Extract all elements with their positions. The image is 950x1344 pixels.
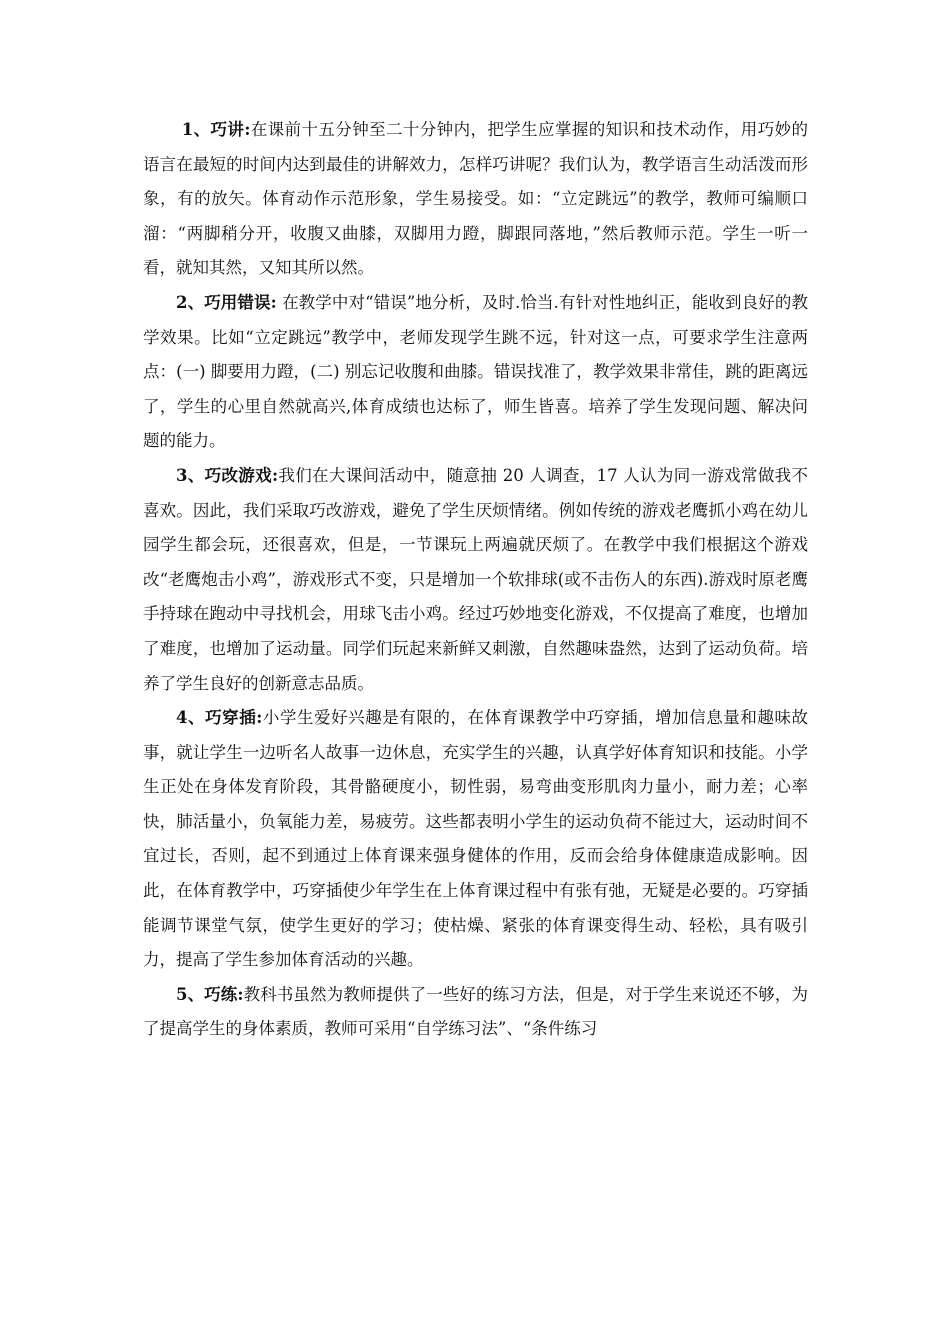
paragraph-heading: 5、巧练: [176, 984, 244, 1004]
paragraph-heading: 2、巧用错误: [176, 292, 277, 312]
paragraph-heading: 3、巧改游戏: [176, 465, 279, 485]
paragraph-4 [143, 701, 808, 978]
paragraph-heading: 4、巧穿插: [176, 708, 263, 728]
document-page [143, 113, 808, 1047]
paragraph-2 [143, 286, 808, 459]
paragraph-1 [143, 113, 808, 286]
paragraph-text: 在教学中对“错误”地分析，及时.恰当.有针对性地纠正，能收到良好的教学效果。比如“立定跳远”教学中，老师发现学生跳不远，针对这一点，可要求学生注意两点：(一) 脚要用力蹬，(二) 别忘记收腹和曲膝。错误找准了，教学效果非常佳，跳的距离远了，学生的心里自然就高兴,体育成绩也达标了，师生皆喜。培养了学生发现问题、解决问题的能力。 [143, 292, 808, 451]
paragraph-text: 小学生爱好兴趣是有限的，在体育课教学中巧穿插，增加信息量和趣味故事，就让学生一边听名人故事一边休息，充实学生的兴趣，认真学好体育知识和技能。小学生正处在身体发育阶段，其骨骼硬度小，韧性弱，易弯曲变形肌肉力量小，耐力差；心率快，肺活量小，负氧能力差，易疲劳。这些都表明小学生的运动负荷不能过大，运动时间不宜过长，否则，起不到通过上体育课来强身健体的作用，反而会给身体健康造成影响。因此，在体育教学中，巧穿插使少年学生在上体育课过程中有张有弛，无疑是必要的。巧穿插能调节课堂气氛，使学生更好的学习；使枯燥、紧张的体育课变得生动、轻松，具有吸引力，提高了学生参加体育活动的兴趣。 [143, 708, 809, 970]
paragraph-5 [143, 978, 808, 1047]
paragraph-3 [143, 459, 808, 701]
paragraph-text: 教科书虽然为教师提供了一些好的练习方法，但是，对于学生来说还不够，为了提高学生的身体素质，教师可采用“自学练习法”、“条件练习 [143, 984, 808, 1039]
paragraph-heading: 1、巧讲: [181, 120, 251, 139]
paragraph-text: 我们在大课间活动中，随意抽 20 人调查，17 人认为同一游戏常做我不喜欢。因此，我们采取巧改游戏，避免了学生厌烦情绪。例如传统的游戏老鹰抓小鸡在幼儿园学生都会玩，还很喜欢，但是，一节课玩上两遍就厌烦了。在教学中我们根据这个游戏改“老鹰炮击小鸡”，游戏形式不变，只是增加一个软排球(或不击伤人的东西).游戏时原老鹰手持球在跑动中寻找机会，用球飞击小鸡。经过巧妙地变化游戏，不仅提高了难度，也增加了难度，也增加了运动量。同学们玩起来新鲜又刺激，自然趣味盎然，达到了运动负荷。培养了学生良好的创新意志品质。 [143, 465, 808, 693]
paragraph-text: 在课前十五分钟至二十分钟内，把学生应掌握的知识和技术动作，用巧妙的语言在最短的时间内达到最佳的讲解效力，怎样巧讲呢？我们认为，教学语言生动活泼而形象，有的放矢。体育动作示范形象，学生易接受。如：“立定跳远”的教学，教师可编顺口溜：“两脚稍分开，收腹又曲膝，双脚用力蹬，脚跟同落地，”然后教师示范。学生一听一看，就知其然，又知其所以然。 [143, 120, 808, 278]
